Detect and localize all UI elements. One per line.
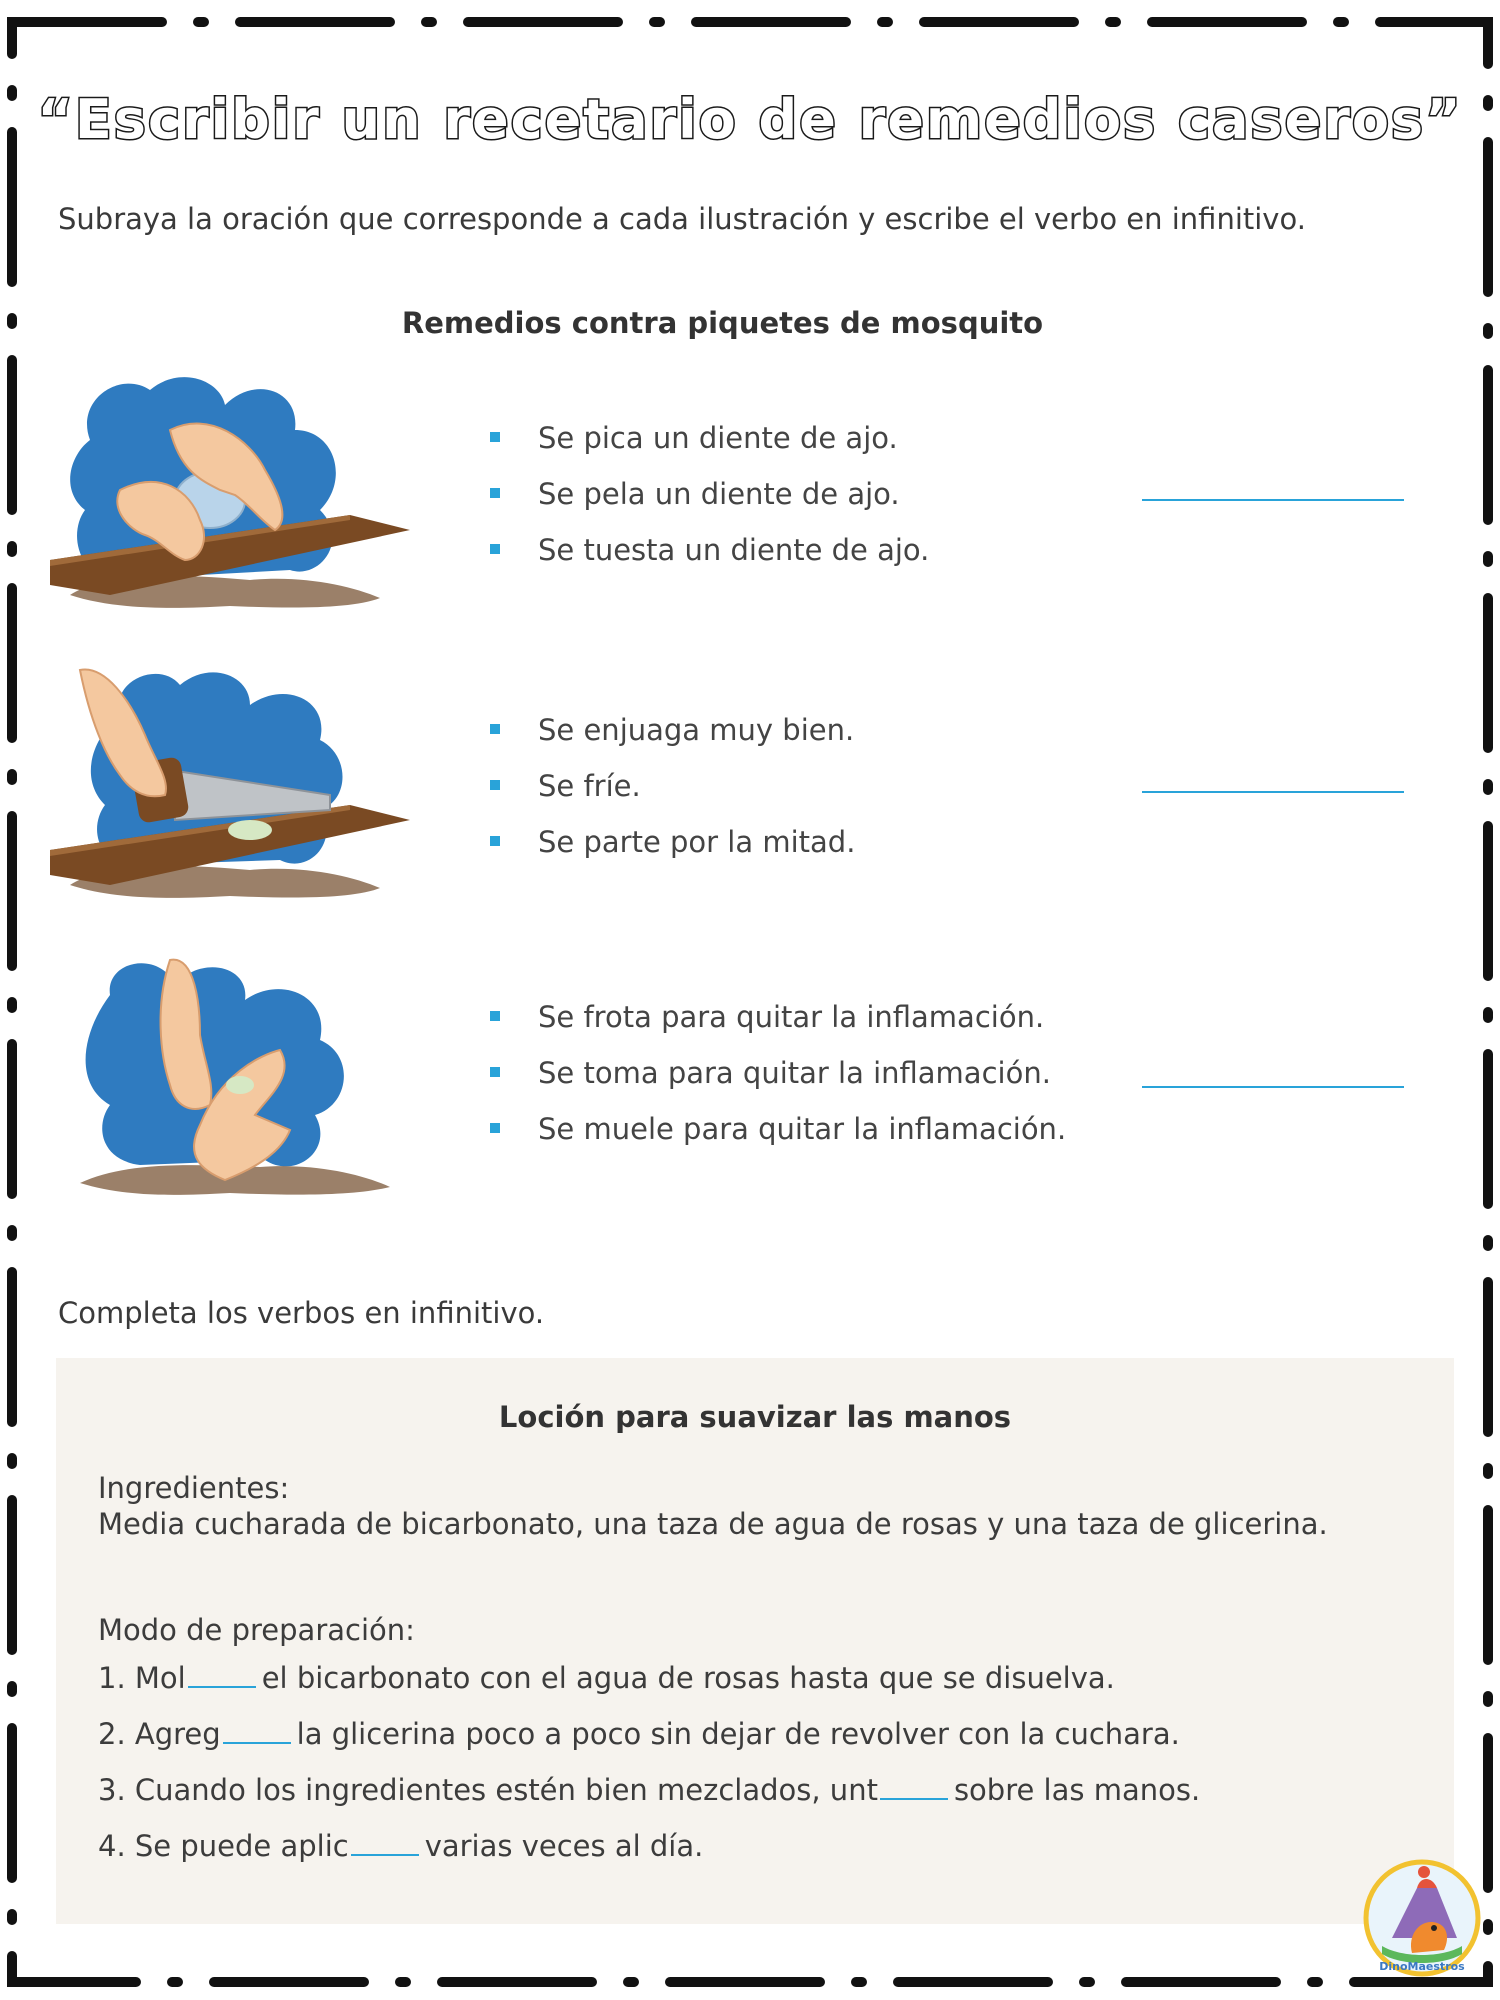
square-bullet-icon (490, 1011, 500, 1021)
option-item[interactable]: Se pela un diente de ajo. (490, 474, 929, 530)
square-bullet-icon (490, 836, 500, 846)
garlic-peeling-illustration (50, 370, 410, 610)
square-bullet-icon (490, 1123, 500, 1133)
step-item: 3. Cuando los ingredientes estén bien mezclados, unt sobre las manos. (98, 1773, 1201, 1807)
verb-blank[interactable] (351, 1828, 419, 1856)
verb-blank[interactable] (880, 1772, 948, 1800)
options-list (490, 997, 1066, 1165)
worksheet-title: “Escribir un recetario de remedios caseros” (37, 88, 1463, 151)
logo-text: DinoMaestros (1379, 1960, 1465, 1973)
option-item[interactable]: Se enjuaga muy bien. (490, 710, 855, 766)
square-bullet-icon (490, 544, 500, 554)
square-bullet-icon (490, 1067, 500, 1077)
option-item[interactable]: Se fríe. (490, 766, 855, 822)
option-item[interactable]: Se pica un diente de ajo. (490, 418, 929, 474)
rubbing-garlic-illustration (50, 955, 410, 1195)
option-item[interactable]: Se toma para quitar la inflamación. (490, 1053, 1066, 1109)
section-title: Remedios contra piquetes de mosquito (401, 306, 1044, 340)
verb-blank[interactable] (223, 1716, 291, 1744)
ingredients-label: Ingredientes: (98, 1471, 290, 1505)
square-bullet-icon (490, 780, 500, 790)
option-item[interactable]: Se tuesta un diente de ajo. (490, 530, 929, 586)
square-bullet-icon (490, 724, 500, 734)
answer-line-1[interactable] (1142, 499, 1404, 501)
option-item[interactable]: Se muele para quitar la inflamación. (490, 1109, 1066, 1165)
step-item: 2. Agreg la glicerina poco a poco sin dejar de revolver con la cuchara. (98, 1717, 1180, 1751)
exercise-1 (50, 370, 1450, 610)
exercise-2 (50, 660, 1450, 900)
ingredients-text: Media cucharada de bicarbonato, una taza de agua de rosas y una taza de glicerina. (98, 1507, 1328, 1541)
verb-blank[interactable] (188, 1660, 256, 1688)
answer-line-2[interactable] (1142, 791, 1404, 793)
preparation-steps (98, 1658, 1200, 1882)
method-label: Modo de preparación: (98, 1613, 415, 1647)
recipe-title: Loción para suavizar las manos (498, 1400, 1012, 1434)
square-bullet-icon (490, 488, 500, 498)
answer-line-3[interactable] (1142, 1086, 1404, 1088)
option-item[interactable]: Se frota para quitar la inflamación. (490, 997, 1066, 1053)
options-list (490, 710, 855, 878)
dinosaur-volcano-logo-icon (1362, 1858, 1482, 1978)
options-list (490, 418, 929, 586)
step-item: 1. Mol el bicarbonato con el agua de rosas hasta que se disuelva. (98, 1661, 1115, 1695)
instruction-complete-verbs: Completa los verbos en infinitivo. (58, 1296, 545, 1330)
square-bullet-icon (490, 432, 500, 442)
option-item[interactable]: Se parte por la mitad. (490, 822, 855, 878)
knife-cutting-illustration (50, 660, 410, 900)
lotion-recipe-box (56, 1358, 1454, 1924)
exercise-3 (50, 955, 1450, 1195)
instruction-underline: Subraya la oración que corresponde a cada ilustración y escribe el verbo en infinitivo. (58, 202, 1306, 236)
step-item: 4. Se puede aplic varias veces al día. (98, 1829, 704, 1863)
